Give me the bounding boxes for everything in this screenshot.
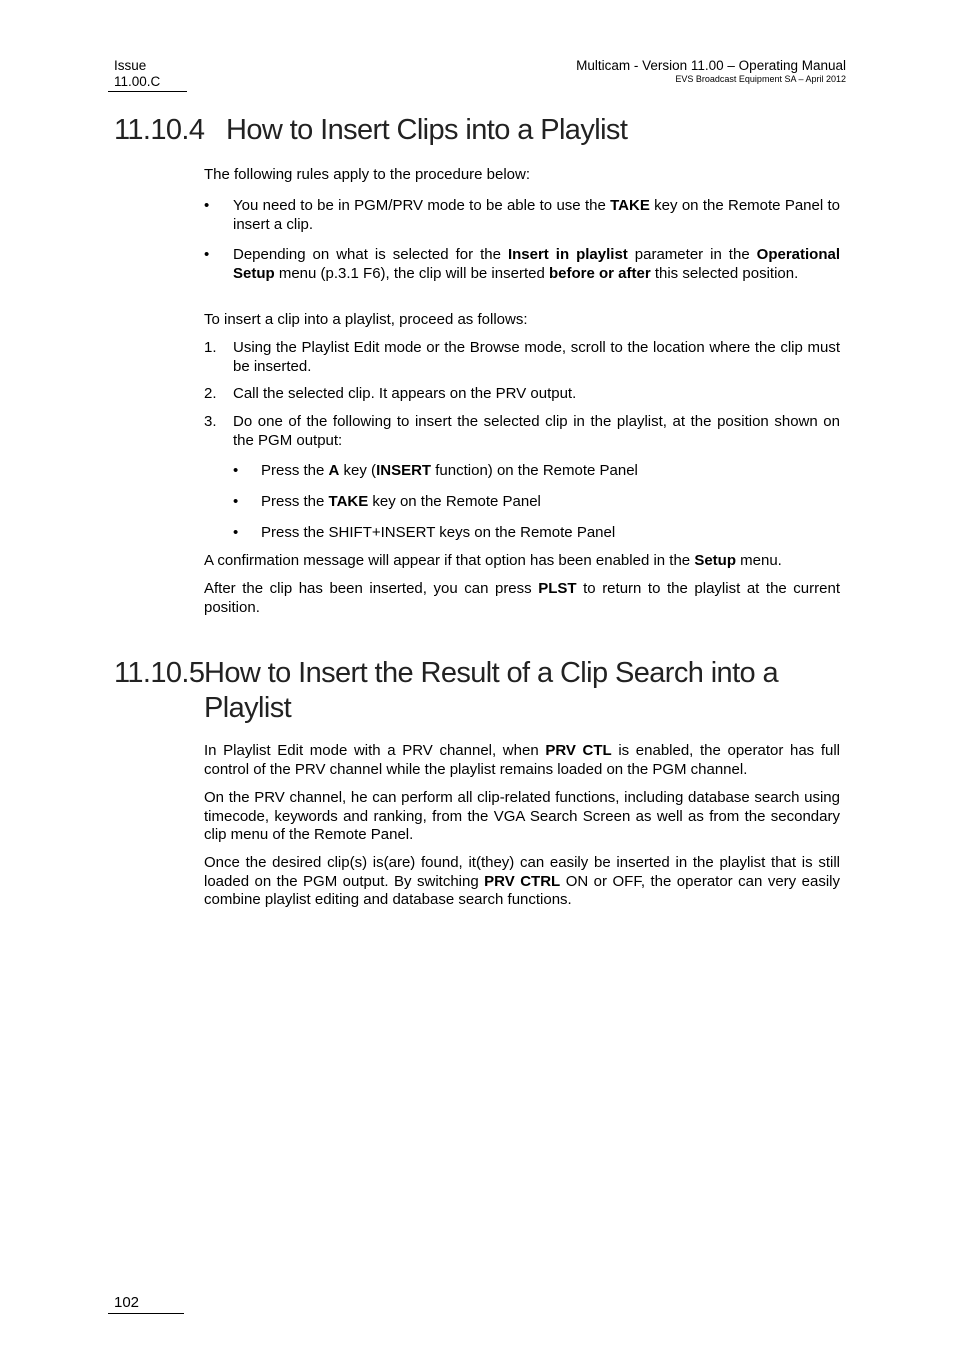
rule-item: Depending on what is selected for the Insert in playlist parameter in the Operational Setup menu (p.3.1 F6), the clip will be inserted before or after this selected position.	[233, 246, 841, 282]
issue-label: Issue	[114, 58, 147, 73]
issue-block	[114, 58, 160, 90]
page-number: 102	[114, 1294, 140, 1311]
procedure-step: Using the Playlist Edit mode or the Browse mode, scroll to the location where the clip must be inserted.	[233, 339, 840, 375]
section-heading-11-10-5	[114, 656, 844, 726]
option-item: Press the TAKE key on the Remote Panel	[261, 493, 541, 510]
rule-item: You need to be in PGM/PRV mode to be able to use the TAKE key on the Remote Panel to insert a clip.	[233, 197, 840, 233]
procedure-step: Do one of the following to insert the selected clip in the playlist, at the position shown on the PGM output:	[233, 413, 840, 449]
bullet-icon: •	[233, 524, 239, 541]
issue-number: 11.00.C	[114, 74, 161, 89]
manual-title: Multicam - Version 11.00 – Operating Manual	[576, 58, 846, 73]
page-number-underline	[108, 1313, 184, 1314]
section-number: 11.10.4	[114, 114, 205, 146]
rules-intro: The following rules apply to the procedure below:	[204, 166, 531, 183]
manual-subtitle: EVS Broadcast Equipment SA – April 2012	[675, 74, 846, 84]
procedure-step: Call the selected clip. It appears on the PRV output.	[233, 385, 577, 402]
paragraph: On the PRV channel, he can perform all clip-related functions, including database search using timecode, keywords and ranking, from the VGA Search Screen as well as from the secondary clip menu of the Remote Panel.	[204, 789, 840, 843]
bullet-icon: •	[204, 246, 210, 263]
paragraph: In Playlist Edit mode with a PRV channel, when PRV CTL is enabled, the operator has full control of the PRV channel while the playlist remains loaded on the PGM channel.	[204, 742, 840, 778]
step-number: 2.	[204, 385, 217, 402]
bullet-icon: •	[204, 197, 210, 214]
paragraph: Once the desired clip(s) is(are) found, it(they) can easily be inserted in the playlist that is still loaded on the PGM output. By switching PRV CTRL ON or OFF, the operator can very easily combine playlist editing and database search functions.	[204, 854, 840, 908]
section-number: 11.10.5	[114, 657, 205, 689]
bullet-icon: •	[233, 462, 239, 479]
step-number: 1.	[204, 339, 217, 356]
confirmation-note: A confirmation message will appear if that option has been enabled in the Setup menu.	[204, 552, 782, 569]
option-item: Press the A key (INSERT function) on the Remote Panel	[261, 462, 638, 479]
bullet-icon: •	[233, 493, 239, 510]
step-number: 3.	[204, 413, 217, 430]
after-insert-note: After the clip has been inserted, you can press PLST to return to the playlist at the current position.	[204, 580, 840, 616]
section-title: How to Insert the Result of a Clip Search into a	[204, 657, 779, 689]
procedure-intro: To insert a clip into a playlist, proceed as follows:	[204, 311, 528, 328]
document-header	[576, 58, 846, 85]
section-heading-11-10-4	[114, 113, 627, 148]
issue-underline	[108, 91, 187, 92]
section-title: How to Insert Clips into a Playlist	[226, 114, 628, 146]
option-item: Press the SHIFT+INSERT keys on the Remote Panel	[261, 524, 616, 541]
section-title-continued: Playlist	[204, 692, 292, 724]
